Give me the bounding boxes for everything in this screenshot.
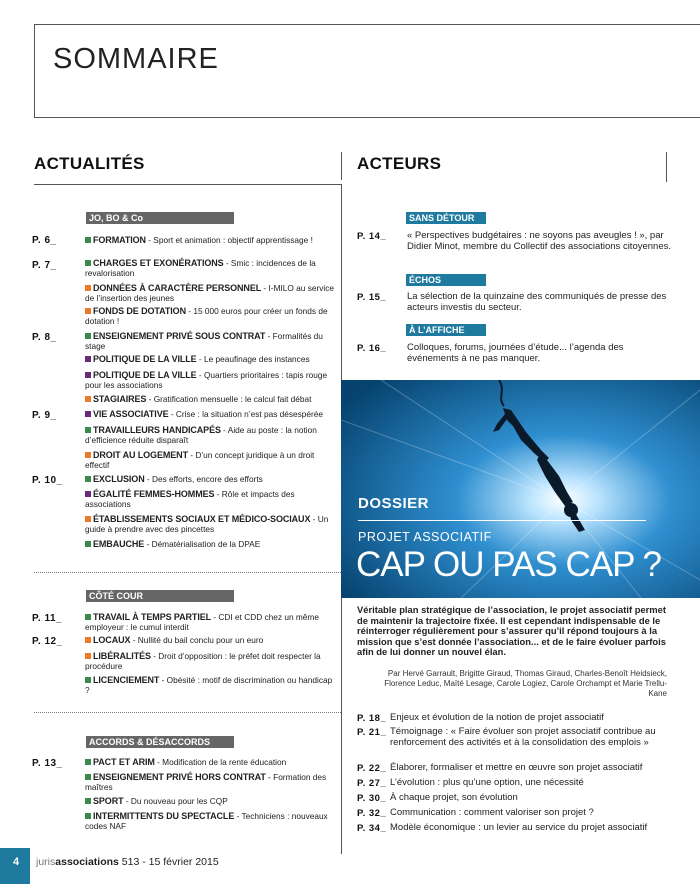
page-ref: P. 22_ — [357, 763, 387, 774]
green-square-icon — [85, 759, 91, 765]
purple-square-icon — [85, 411, 91, 417]
list-item: VIE ASSOCIATIVE - Crise : la situation n’est pas désespérée — [85, 410, 335, 420]
dossier-item: À chaque projet, son évolution — [390, 792, 518, 803]
list-item: DONNÉES À CARACTÈRE PERSONNEL - I-MILO au service de l’insertion des jeunes — [85, 283, 334, 303]
page-ref: P. 27_ — [357, 778, 387, 789]
dossier-item: Témoignage : « Faire évoluer son projet associatif contribue au renforcement des activités et à la consolidation des emplois » — [390, 726, 656, 748]
page-ref: P. 21_ — [357, 727, 387, 738]
acteurs-item: La sélection de la quinzaine des communiqués de presse des acteurs investis du secteur. — [407, 291, 667, 313]
green-square-icon — [85, 677, 91, 683]
list-item: EXCLUSION - Des efforts, encore des efforts — [85, 475, 335, 485]
green-square-icon — [85, 541, 91, 547]
page-ref: P. 12_ — [32, 636, 63, 647]
dossier-rule — [358, 520, 646, 521]
purple-square-icon — [85, 491, 91, 497]
page-ref: P. 6_ — [32, 235, 57, 246]
page-number: 4 — [0, 848, 30, 884]
list-item: INTERMITTENTS DU SPECTACLE - Techniciens : nouveaux codes NAF — [85, 811, 328, 831]
dossier-authors: Par Hervé Garrault, Brigitte Giraud, Thomas Giraud, Charles-Benoît Heidsieck, Florence Leduc, Maïté Lesage, Carole Logiez, Carole Orchampt et Marie Trellu-Kane — [384, 669, 667, 698]
list-item: LOCAUX - Nullité du bail conclu pour un euro — [85, 636, 335, 646]
dossier-intro: Véritable plan stratégique de l’association, le projet associatif permet de maintenir la trajectoire fixée. Il est cependant indispensable de le réinterroger régulièrement pour s’assurer qu’il répond toujours à la mission que s’est donnée l’association... et de le faire évoluer parfois afin de lui donner un nouvel élan. — [357, 604, 666, 657]
acteurs-heading: ACTEURS — [357, 154, 442, 173]
green-square-icon — [85, 260, 91, 266]
page-ref: P. 11_ — [32, 613, 63, 624]
page-ref: P. 8_ — [32, 332, 57, 343]
list-item: STAGIAIRES - Gratification mensuelle : le calcul fait débat — [85, 395, 335, 405]
section-jo: JO, BO & Co — [86, 212, 234, 224]
dotted-divider — [34, 572, 341, 573]
page-ref: P. 15_ — [357, 292, 387, 303]
column-separator-top — [341, 152, 342, 180]
acteurs-item: Colloques, forums, journées d’étude... l’agenda des événements à ne pas manquer. — [407, 342, 624, 364]
list-item: PACT ET ARIM - Modification de la rente éducation — [85, 758, 335, 768]
green-square-icon — [85, 427, 91, 433]
orange-square-icon — [85, 308, 91, 314]
list-item: FORMATION - Sport et animation : objectif apprentissage ! — [85, 236, 335, 246]
dossier-item: Élaborer, formaliser et mettre en œuvre son projet associatif — [390, 762, 643, 773]
section-sans-detour: SANS DÉTOUR — [406, 212, 486, 224]
green-square-icon — [85, 237, 91, 243]
purple-square-icon — [85, 372, 91, 378]
green-square-icon — [85, 333, 91, 339]
page-ref: P. 30_ — [357, 793, 387, 804]
list-item: LICENCIEMENT - Obésité : motif de discrimination ou handicap ? — [85, 675, 333, 695]
dossier-item: Enjeux et évolution de la notion de projet associatif — [390, 712, 604, 723]
footer-publication: jurisassociations 513 - 15 février 2015 — [36, 856, 219, 868]
orange-square-icon — [85, 396, 91, 402]
list-item: ÉTABLISSEMENTS SOCIAUX ET MÉDICO-SOCIAUX - Un guide à prendre avec des pincettes — [85, 514, 329, 534]
list-item: CHARGES ET EXONÉRATIONS - Smic : incidences de la revalorisation — [85, 258, 316, 278]
green-square-icon — [85, 798, 91, 804]
orange-square-icon — [85, 285, 91, 291]
page-ref: P. 7_ — [32, 260, 57, 271]
page-ref: P. 34_ — [357, 823, 387, 834]
green-square-icon — [85, 813, 91, 819]
section-accords: ACCORDS & DÉSACCORDS — [86, 736, 234, 748]
page-ref: P. 13_ — [32, 758, 63, 769]
purple-square-icon — [85, 356, 91, 362]
green-square-icon — [85, 774, 91, 780]
dossier-item: L’évolution : plus qu’une option, une nécessité — [390, 777, 584, 788]
acteurs-item: « Perspectives budgétaires : ne soyons pas aveugles ! », par Didier Minot, membre du Collectif des associations citoyennes. — [407, 230, 672, 252]
dossier-title: CAP OU PAS CAP ? — [356, 545, 661, 584]
dotted-divider — [34, 712, 341, 713]
list-item: POLITIQUE DE LA VILLE - Le peaufinage des instances — [85, 355, 335, 365]
orange-square-icon — [85, 653, 91, 659]
green-square-icon — [85, 614, 91, 620]
page-ref: P. 16_ — [357, 343, 387, 354]
list-item: SPORT - Du nouveau pour les CQP — [85, 797, 335, 807]
list-item: DROIT AU LOGEMENT - D’un concept juridique à un droit effectif — [85, 450, 315, 470]
sommaire-box — [34, 24, 700, 118]
list-item: EMBAUCHE - Dématérialisation de la DPAE — [85, 540, 335, 550]
list-item: ÉGALITÉ FEMMES-HOMMES - Rôle et impacts des associations — [85, 489, 295, 509]
list-item: POLITIQUE DE LA VILLE - Quartiers prioritaires : tapis rouge pour les associations — [85, 370, 328, 390]
list-item: FONDS DE DOTATION - 15 000 euros pour créer un fonds de dotation ! — [85, 306, 328, 326]
page-title: SOMMAIRE — [53, 43, 219, 75]
dossier-item: Modèle économique : un levier au service du projet associatif — [390, 822, 648, 833]
dossier-subtitle: PROJET ASSOCIATIF — [358, 530, 492, 544]
list-item: ENSEIGNEMENT PRIVÉ SOUS CONTRAT - Formalités du stage — [85, 331, 323, 351]
green-square-icon — [85, 476, 91, 482]
orange-square-icon — [85, 637, 91, 643]
section-cote-cour: CÔTÉ COUR — [86, 590, 234, 602]
page-ref: P. 32_ — [357, 808, 387, 819]
section-affiche: À L’AFFICHE — [406, 324, 486, 336]
right-separator — [666, 152, 667, 182]
list-item: TRAVAIL À TEMPS PARTIEL - CDI et CDD chez un même employeur : le cumul interdit — [85, 612, 319, 632]
page-ref: P. 18_ — [357, 713, 387, 724]
list-item: TRAVAILLEURS HANDICAPÉS - Aide au poste : la notion d’efficience réduite disparaît — [85, 425, 317, 445]
list-item: LIBÉRALITÉS - Droit d’opposition : le préfet doit respecter la procédure — [85, 651, 321, 671]
orange-square-icon — [85, 452, 91, 458]
left-rule — [34, 184, 342, 185]
page-ref: P. 10_ — [32, 475, 63, 486]
page-ref: P. 14_ — [357, 231, 387, 242]
dossier-label: DOSSIER — [358, 495, 430, 512]
section-echos: ÉCHOS — [406, 274, 486, 286]
actualites-heading: ACTUALITÉS — [34, 154, 145, 173]
dossier-item: Communication : comment valoriser son projet ? — [390, 807, 594, 818]
orange-square-icon — [85, 516, 91, 522]
footer — [0, 848, 700, 884]
page-ref: P. 9_ — [32, 410, 57, 421]
list-item: ENSEIGNEMENT PRIVÉ HORS CONTRAT - Formation des maîtres — [85, 772, 327, 792]
